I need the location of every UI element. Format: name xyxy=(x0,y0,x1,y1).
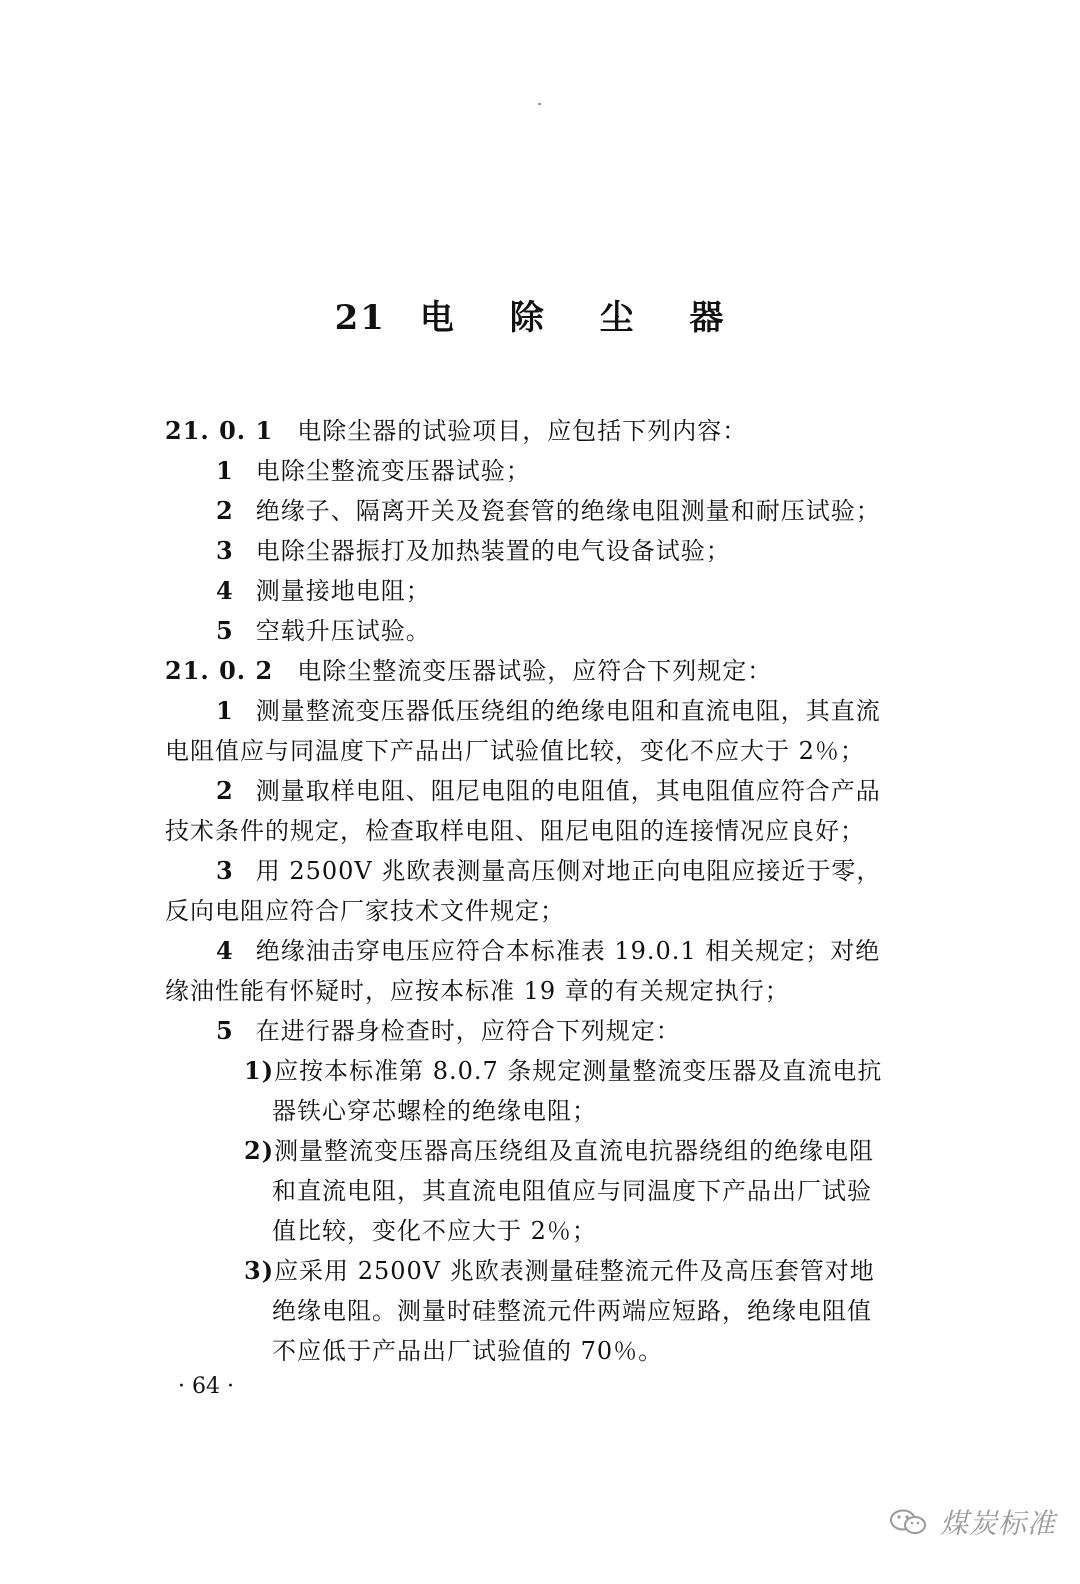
list-item: 5 空载升压试验。 xyxy=(216,616,431,645)
list-item: 1 电除尘整流变压器试验； xyxy=(216,456,531,485)
list-item: 2 绝缘子、隔离开关及瓷套管的绝缘电阻测量和耐压试验； xyxy=(216,496,881,525)
sub-item-continuation: 和直流电阻，其直流电阻值应与同温度下产品出厂试验 xyxy=(272,1177,872,1205)
sub-item: 1)应按本标准第 8.0.7 条规定测量整流变压器及直流电抗 xyxy=(244,1056,883,1085)
list-item-continuation: 技术条件的规定，检查取样电阻、阻尼电阻的连接情况应良好； xyxy=(165,817,865,845)
sub-item-continuation: 不应低于产品出厂试验值的 70％。 xyxy=(272,1337,664,1365)
list-item: 4 绝缘油击穿电压应符合本标准表 19.0.1 相关规定；对绝 xyxy=(216,936,881,965)
watermark xyxy=(888,1502,1056,1542)
clause-line: 21. 0. 2 电除尘整流变压器试验，应符合下列规定： xyxy=(165,656,773,685)
chapter-name: 电 除 尘 器 xyxy=(419,298,746,338)
list-item: 5 在进行器身检查时，应符合下列规定： xyxy=(216,1016,681,1045)
list-item-continuation: 缘油性能有怀疑时，应按本标准 19 章的有关规定执行； xyxy=(165,977,790,1005)
list-item: 2 测量取样电阻、阻尼电阻的电阻值，其电阻值应符合产品 xyxy=(216,776,881,805)
chapter-title xyxy=(0,290,1080,339)
sub-item-continuation: 值比较，变化不应大于 2％； xyxy=(272,1217,597,1245)
sub-item: 3)应采用 2500V 兆欧表测量硅整流元件及高压套管对地 xyxy=(244,1256,875,1285)
list-item: 3 电除尘器振打及加热装置的电气设备试验； xyxy=(216,536,731,565)
chapter-number: 21 xyxy=(334,298,386,338)
list-item: 3 用 2500V 兆欧表测量高压侧对地正向电阻应接近于零， xyxy=(216,856,882,885)
watermark-text: 煤炭标准 xyxy=(940,1507,1057,1540)
sub-item: 2)测量整流变压器高压绕组及直流电抗器绕组的绝缘电阻 xyxy=(244,1136,875,1165)
list-item-continuation: 电阻值应与同温度下产品出厂试验值比较，变化不应大于 2％； xyxy=(165,737,865,765)
list-item: 1 测量整流变压器低压绕组的绝缘电阻和直流电阻，其直流 xyxy=(216,696,881,725)
clause-line: 21. 0. 1 电除尘器的试验项目，应包括下列内容： xyxy=(165,416,748,445)
scan-speck xyxy=(538,103,541,105)
list-item: 4 测量接地电阻； xyxy=(216,576,431,605)
sub-item-continuation: 绝缘电阻。测量时硅整流元件两端应短路，绝缘电阻值 xyxy=(272,1297,872,1325)
list-item-continuation: 反向电阻应符合厂家技术文件规定； xyxy=(165,897,565,925)
wechat-icon xyxy=(888,1507,930,1537)
sub-item-continuation: 器铁心穿芯螺栓的绝缘电阻； xyxy=(272,1097,597,1125)
page-number: · 64 · xyxy=(178,1374,234,1399)
